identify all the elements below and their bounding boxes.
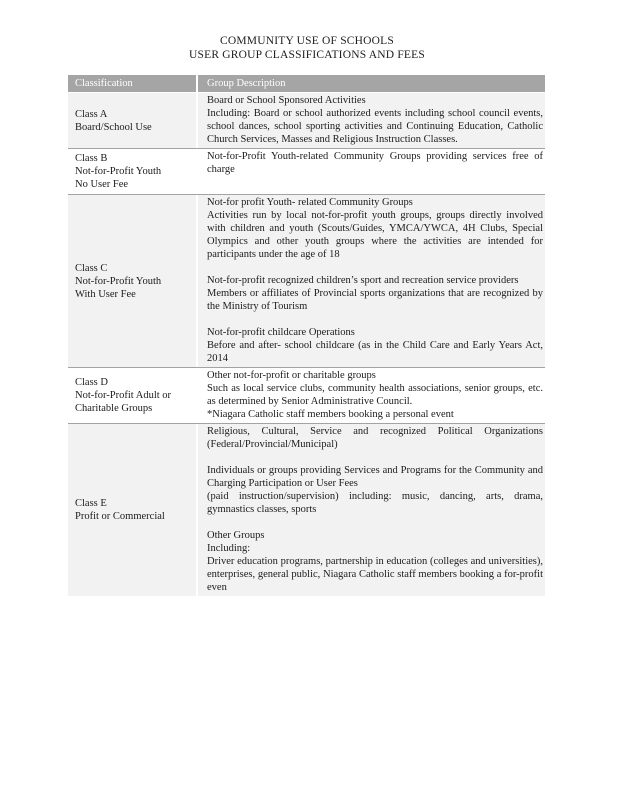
description-paragraph: Not-for profit Youth- related Community Groups <box>207 197 413 208</box>
blank-line <box>207 313 543 326</box>
header-classification-label: Classification <box>75 78 133 89</box>
description-cell <box>198 93 545 148</box>
blank-line <box>207 261 543 274</box>
description-paragraph: Including: <box>207 543 251 554</box>
description-paragraph: Before and after- school childcare (as in the Child Care and Early Years Act, 2014 <box>207 340 543 364</box>
table-header-row <box>68 75 545 92</box>
table-row <box>68 367 545 423</box>
classification-cell <box>68 424 198 596</box>
classifications-table <box>68 75 545 596</box>
classification-line: No User Fee <box>75 179 129 190</box>
description-paragraph: Such as local service clubs, community health associations, senior groups, etc. as determined by Senior Administrative Council. <box>207 383 543 407</box>
description-paragraph: Individuals or groups providing Services and Programs for the Community and Charging Participation or User Fees <box>207 465 543 489</box>
page-title-line1: COMMUNITY USE OF SCHOOLS <box>219 35 395 47</box>
classification-line: Class E <box>75 498 107 509</box>
table-row <box>68 93 545 148</box>
classification-line: Not-for-Profit Adult or <box>75 390 172 401</box>
classification-line: Class C <box>75 262 108 274</box>
description-paragraph: Other Groups <box>207 530 265 541</box>
classification-cell <box>68 149 198 194</box>
classification-line: Class D <box>75 377 108 388</box>
description-paragraph: Other not-for-profit or charitable groups <box>207 370 376 381</box>
classification-cell <box>68 368 198 423</box>
description-paragraph: Members or affiliates of Provincial sports organizations that are recognized by the Ministry of Tourism <box>207 288 543 312</box>
classification-cell <box>68 195 198 367</box>
header-group-description <box>198 75 545 92</box>
blank-line <box>207 451 543 464</box>
description-cell <box>198 368 545 423</box>
classification-line: Board/School Use <box>75 121 152 133</box>
table-row <box>68 194 545 367</box>
description-paragraph: Including: Board or school authorized events including school council events, school dances, school sporting activities and Continuing Education, Catholic Church Services, Masses and Religious Instruction Classes. <box>207 108 543 145</box>
page-title-line2: USER GROUP CLASSIFICATIONS AND FEES <box>189 49 425 61</box>
description-cell <box>198 195 545 367</box>
description-paragraph: Not-for-profit childcare Operations <box>207 327 355 338</box>
description-paragraph: Religious, Cultural, Service and recognized Political Organizations (Federal/Provincial/Municipal) <box>207 426 543 450</box>
table-row <box>68 148 545 194</box>
classification-line: Class B <box>75 153 108 164</box>
description-paragraph: Board or School Sponsored Activities <box>207 95 366 106</box>
page-title <box>0 34 614 62</box>
header-classification <box>68 75 198 92</box>
description-paragraph: (paid instruction/supervision) including: music, dancing, arts, drama, gymnastics classes, sports <box>207 491 543 515</box>
description-paragraph: *Niagara Catholic staff members booking a personal event <box>207 409 454 420</box>
classification-line: Not-for-Profit Youth <box>75 166 162 177</box>
description-cell <box>198 424 545 596</box>
classification-line: Class A <box>75 108 108 120</box>
classification-cell <box>68 93 198 148</box>
table-row <box>68 423 545 596</box>
table-body <box>68 93 545 596</box>
description-paragraph: Activities run by local not-for-profit youth groups, groups directly involved with children and youth (Scouts/Guides, YMCA/YWCA, 4H Clubs, Special Olympics and other youth groups where the activities are intended for participants under the age of 18 <box>207 210 543 260</box>
description-cell <box>198 149 545 194</box>
blank-line <box>207 516 543 529</box>
header-group-description-label: Group Description <box>207 78 286 89</box>
classification-line: Profit or Commercial <box>75 511 165 522</box>
description-paragraph: Not-for-Profit Youth-related Community Groups providing services free of charge <box>207 151 543 175</box>
classification-line: With User Fee <box>75 288 136 300</box>
classification-line: Charitable Groups <box>75 403 153 414</box>
classification-line: Not-for-Profit Youth <box>75 275 162 287</box>
description-paragraph: Driver education programs, partnership in education (colleges and universities), enterprises, general public, Niagara Catholic staff members booking a for-profit even <box>207 556 543 593</box>
description-paragraph: Not-for-profit recognized children’s sport and recreation service providers <box>207 275 519 286</box>
